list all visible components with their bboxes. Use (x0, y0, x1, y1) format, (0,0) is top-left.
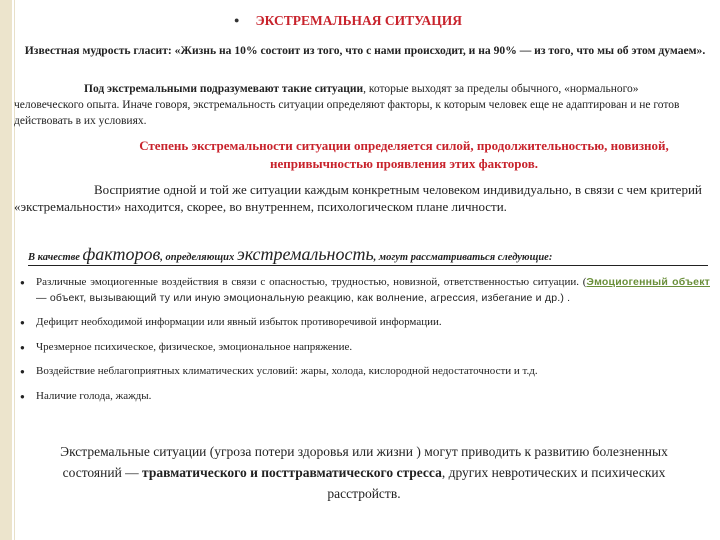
list-item-text: Чрезмерное психическое, физическое, эмоциональное напряжение. (36, 340, 353, 353)
factors-word-1: факторов (82, 244, 161, 264)
definition-paragraph (14, 81, 710, 129)
conclusion-bold: травматического и посттравматического стресса (142, 465, 442, 480)
factors-part-1: В качестве (28, 252, 83, 263)
page-title: ЭКСТРЕМАЛЬНАЯ СИТУАЦИЯ (255, 13, 462, 28)
definition-rest: , которые выходят за пределы обычного, «нормального» человеческого опыта. Иначе говоря, экстремальность ситуации определяют факторы, к которым человек еще не адаптирован и не готов действовать в их условиях. (14, 83, 680, 127)
list-item-text: Наличие голода, жажды. (36, 389, 152, 402)
factors-part-2: , определяющих (160, 252, 237, 263)
bullet-icon: ● (20, 391, 25, 401)
definition-lead: Под экстремальными подразумевают такие ситуации (84, 83, 364, 95)
list-item-text-rest: — объект, вызывающий ту или иную эмоциональную реакцию, как волнение, агрессия, избегание и др.) . (36, 291, 571, 304)
list-item-text: Различные эмоциогенные воздействия в связи с опасностью, трудностью, новизной, ответственностью ситуации. ( (36, 276, 587, 288)
list-item (14, 275, 710, 306)
list-item (14, 340, 710, 356)
list-item-text: Воздействие неблагоприятных климатических условий: жары, холода, кислородной недостаточности и т.д. (36, 365, 538, 377)
emotiogenic-object-link[interactable]: Эмоциогенный объект (586, 276, 710, 288)
degree-paragraph: Степень экстремальности ситуации определяется силой, продолжительностью, новизной, непривычностью проявления этих факторов. (139, 138, 669, 171)
quote-paragraph: Известная мудрость гласит: «Жизнь на 10% состоит из того, что с нами происходит, и на 90% — из того, что мы об этом думаем». (24, 44, 706, 57)
title-row (234, 13, 462, 29)
conclusion-part-2: , других невротических и психических расстройств. (327, 465, 666, 501)
conclusion-paragraph (34, 441, 694, 504)
bullet-icon: ● (20, 342, 25, 352)
conclusion-part-1: Экстремальные ситуации (угроза потери здоровья или жизни ) могут приводить к развитию болезненных состояний — (60, 444, 668, 480)
slide-content (14, 0, 714, 540)
bullet-icon: ● (20, 318, 25, 327)
list-item-text: Дефицит необходимой информации или явный избыток противоречивой информации. (36, 316, 442, 328)
list-item (14, 389, 710, 405)
left-decorative-stripe (0, 0, 12, 540)
factors-part-3: , могут рассматриваться следующие: (373, 252, 553, 263)
factors-heading (28, 244, 708, 266)
bullet-icon: ● (20, 278, 25, 287)
list-item (14, 315, 710, 331)
factors-word-2: экстремальность (236, 244, 374, 264)
factors-list (14, 275, 710, 413)
perception-paragraph: Восприятие одной и той же ситуации каждым конкретным человеком индивидуально, в связи с чем критерий «экстремальности» находится, скорее, во внутреннем, психологическом плане личности. (14, 182, 702, 214)
bullet-icon: ● (20, 367, 25, 376)
bullet-icon: ● (234, 15, 240, 25)
list-item (14, 364, 710, 380)
